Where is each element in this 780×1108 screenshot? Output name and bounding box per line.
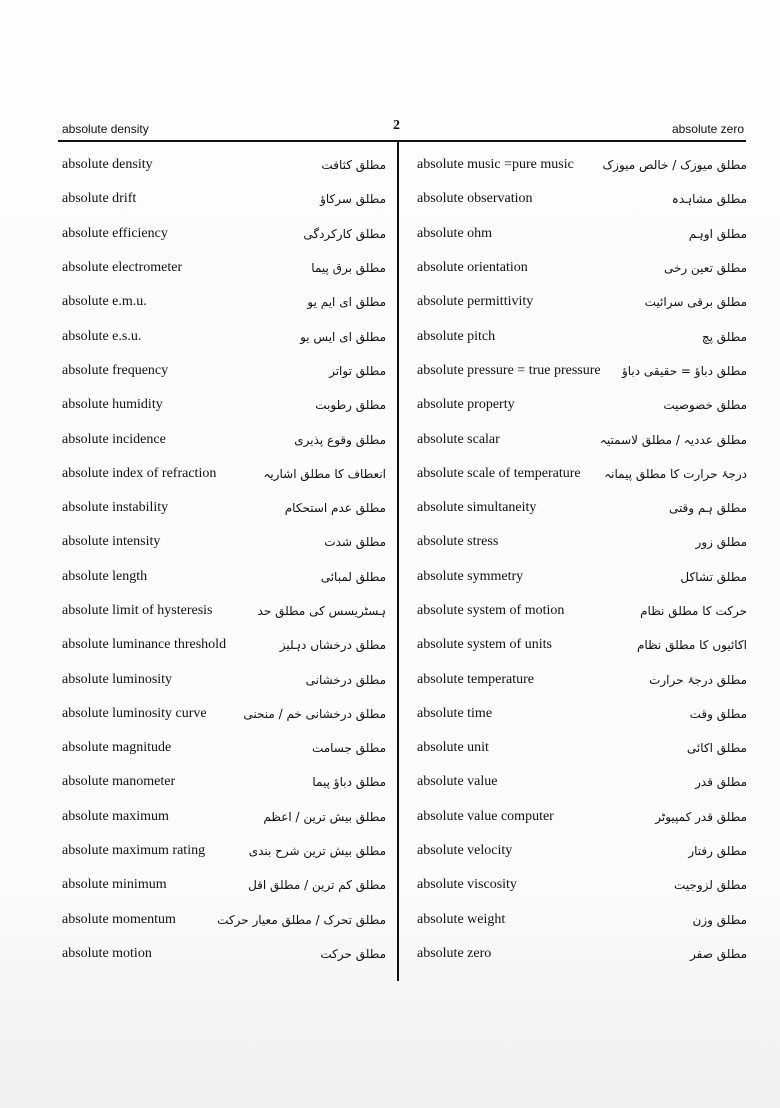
entry-urdu-translation: انعطاف کا مطلق اشاریہ	[263, 466, 386, 481]
entry-english-term: absolute temperature	[417, 671, 535, 687]
dictionary-entry	[62, 834, 386, 868]
entry-urdu-translation: مطلق درخشانی خم / منحنی	[243, 706, 386, 721]
entry-urdu-translation: مطلق جسامت	[311, 741, 386, 756]
dictionary-entry	[62, 422, 386, 456]
entry-urdu-translation: مطلق وزن	[692, 912, 747, 927]
entry-english-term: absolute value computer	[417, 808, 554, 824]
entry-urdu-translation: مطلق ای ایم یو	[307, 295, 386, 310]
entry-urdu-translation: مطلق ہم وقتی	[668, 501, 747, 516]
entry-urdu-translation: مطلق اوہم	[688, 226, 747, 241]
entry-urdu-translation: مطلق مشاہدہ	[671, 192, 747, 207]
entry-urdu-translation: مطلق کارکردگی	[303, 226, 386, 241]
page-number: 2	[393, 118, 400, 133]
dictionary-entry	[417, 765, 747, 799]
entry-english-term: absolute electrometer	[62, 260, 183, 276]
entry-english-term: absolute maximum rating	[62, 843, 206, 859]
dictionary-entry	[417, 731, 747, 765]
entry-english-term: absolute unit	[417, 740, 489, 756]
entry-english-term: absolute permittivity	[417, 294, 534, 310]
entry-urdu-translation: مطلق برق پیما	[311, 261, 386, 276]
entry-urdu-translation: مطلق رطوبت	[315, 398, 386, 413]
entry-english-term: absolute zero	[417, 945, 492, 961]
entry-english-term: absolute velocity	[417, 843, 513, 859]
entry-english-term: absolute length	[62, 568, 148, 584]
entry-urdu-translation: مطلق صفر	[690, 946, 747, 961]
dictionary-entry	[417, 182, 747, 216]
dictionary-entry	[62, 800, 386, 834]
dictionary-entry	[417, 148, 747, 182]
dictionary-entry	[62, 148, 386, 182]
dictionary-entry	[62, 731, 386, 765]
dictionary-entry	[62, 251, 386, 285]
entry-urdu-translation: مطلق دباؤ = حقیقی دباؤ	[621, 363, 747, 378]
dictionary-entry	[417, 319, 747, 353]
entry-english-term: absolute pressure = true pressure	[417, 362, 601, 378]
entry-urdu-translation: مطلق رفتار	[688, 844, 747, 859]
entry-urdu-translation: مطلق لزوجیت	[674, 878, 747, 893]
entry-urdu-translation: مطلق تشاکل	[680, 569, 747, 584]
entry-english-term: absolute system of units	[417, 637, 552, 653]
dictionary-entry	[62, 594, 386, 628]
entry-english-term: absolute observation	[417, 191, 533, 207]
entry-english-term: absolute scalar	[417, 431, 500, 447]
left-column	[62, 148, 386, 971]
entry-english-term: absolute value	[417, 774, 498, 790]
entry-english-term: absolute viscosity	[417, 877, 517, 893]
dictionary-entry	[62, 765, 386, 799]
entry-english-term: absolute limit of hysteresis	[62, 603, 213, 618]
entry-urdu-translation: مطلق عدم استحکام	[284, 501, 386, 516]
entry-english-term: absolute music =pure music	[417, 157, 574, 173]
entry-urdu-translation: مطلق کثافت	[321, 158, 386, 173]
entry-urdu-translation: مطلق شدت	[324, 535, 386, 550]
entry-urdu-translation: مطلق قدر	[695, 775, 747, 790]
entry-english-term: absolute momentum	[62, 911, 176, 927]
entry-english-term: absolute magnitude	[62, 740, 172, 756]
entry-english-term: absolute instability	[62, 500, 169, 516]
dictionary-entry	[62, 525, 386, 559]
entry-urdu-translation: مطلق تعین رخی	[664, 261, 747, 276]
entry-urdu-translation: مطلق پچ	[701, 329, 747, 344]
dictionary-entry	[62, 662, 386, 696]
dictionary-entry	[62, 868, 386, 902]
dictionary-entry	[417, 251, 747, 285]
entry-urdu-translation: مطلق درجۂ حرارت	[649, 672, 747, 687]
dictionary-entry	[417, 457, 747, 491]
entry-urdu-translation: مطلق برقی سرائیت	[644, 295, 747, 310]
entry-english-term: absolute intensity	[62, 534, 161, 550]
entry-urdu-translation: مطلق حرکت	[320, 946, 386, 961]
entry-english-term: absolute frequency	[62, 362, 169, 378]
dictionary-entry	[62, 491, 386, 525]
dictionary-entry	[62, 457, 386, 491]
entry-english-term: absolute efficiency	[62, 225, 168, 241]
right-column	[417, 148, 747, 971]
dictionary-entry	[62, 628, 386, 662]
entry-english-term: absolute weight	[417, 911, 506, 927]
dictionary-entry	[417, 937, 747, 971]
entry-english-term: absolute motion	[62, 945, 152, 961]
dictionary-entry	[62, 697, 386, 731]
entry-urdu-translation: مطلق تحرک / مطلق معیار حرکت	[217, 912, 386, 927]
entry-english-term: absolute property	[417, 397, 515, 413]
entry-english-term: absolute drift	[62, 191, 137, 207]
dictionary-entry	[62, 560, 386, 594]
entry-urdu-translation: مطلق قدر کمپیوٹر	[655, 809, 747, 824]
entry-urdu-translation: مطلق اکائی	[686, 741, 747, 756]
entry-urdu-translation: حرکت کا مطلق نظام	[640, 604, 747, 618]
dictionary-entry	[62, 217, 386, 251]
entry-urdu-translation: مطلق تواتر	[329, 363, 386, 378]
entry-urdu-translation: مطلق میوزک / خالص میوزک	[602, 158, 747, 173]
entry-urdu-translation: مطلق درخشاں دہلیز	[279, 638, 386, 653]
entry-english-term: absolute e.m.u.	[62, 294, 147, 310]
entry-urdu-translation: درجۂ حرارت کا مطلق پیمانہ	[604, 466, 747, 481]
dictionary-entry	[417, 217, 747, 251]
entry-english-term: absolute time	[417, 705, 493, 721]
entry-english-term: absolute luminosity	[62, 671, 173, 687]
entry-urdu-translation: مطلق عددیہ / مطلق لاسمتیہ	[599, 432, 747, 447]
dictionary-entry	[417, 525, 747, 559]
dictionary-entry	[417, 903, 747, 937]
dictionary-entry	[417, 354, 747, 388]
entry-urdu-translation: مطلق وقت	[689, 706, 747, 721]
entry-english-term: absolute manometer	[62, 774, 176, 790]
header-rule	[58, 140, 746, 142]
dictionary-entry	[62, 903, 386, 937]
entry-urdu-translation: مطلق سرکاؤ	[320, 192, 386, 207]
dictionary-entry	[417, 834, 747, 868]
entry-english-term: absolute scale of temperature	[417, 465, 581, 481]
entry-urdu-translation: مطلق لمبائی	[320, 569, 386, 584]
entry-urdu-translation: مطلق وقوع پذیری	[294, 432, 386, 447]
dictionary-entry	[417, 285, 747, 319]
entry-urdu-translation: مطلق بیش ترین شرح بندی	[248, 844, 386, 859]
entry-urdu-translation: مطلق زور	[695, 535, 747, 550]
entry-english-term: absolute ohm	[417, 225, 493, 241]
entry-english-term: absolute simultaneity	[417, 500, 537, 516]
entry-english-term: absolute maximum	[62, 808, 169, 824]
dictionary-entry	[417, 662, 747, 696]
dictionary-entry	[417, 422, 747, 456]
dictionary-entry	[417, 560, 747, 594]
entry-english-term: absolute luminance threshold	[62, 637, 227, 653]
dictionary-entry	[62, 182, 386, 216]
column-divider	[397, 141, 399, 981]
entry-urdu-translation: مطلق خصوصیت	[663, 398, 747, 413]
entry-english-term: absolute pitch	[417, 328, 496, 344]
entry-english-term: absolute incidence	[62, 431, 166, 447]
dictionary-entry	[417, 697, 747, 731]
entry-english-term: absolute orientation	[417, 260, 528, 276]
dictionary-entry	[417, 388, 747, 422]
entry-english-term: absolute density	[62, 157, 153, 173]
header-last-word: absolute zero	[671, 122, 744, 136]
entry-urdu-translation: ہسٹریسس کی مطلق حد	[257, 604, 386, 618]
entry-english-term: absolute system of motion	[417, 603, 565, 618]
entry-urdu-translation: مطلق درخشانی	[305, 672, 386, 687]
dictionary-entry	[62, 388, 386, 422]
entry-english-term: absolute luminosity curve	[62, 705, 207, 721]
dictionary-entry	[417, 628, 747, 662]
dictionary-entry	[62, 937, 386, 971]
dictionary-entry	[62, 319, 386, 353]
dictionary-entry	[417, 800, 747, 834]
dictionary-entry	[417, 868, 747, 902]
dictionary-entry	[417, 491, 747, 525]
entry-english-term: absolute index of refraction	[62, 465, 217, 481]
entry-english-term: absolute minimum	[62, 877, 167, 893]
header-first-word: absolute density	[62, 122, 149, 136]
entry-english-term: absolute humidity	[62, 397, 163, 413]
entry-urdu-translation: مطلق کم ترین / مطلق اقل	[248, 878, 386, 893]
entry-english-term: absolute symmetry	[417, 568, 524, 584]
entry-urdu-translation: مطلق ای ایس یو	[300, 329, 386, 344]
entry-urdu-translation: مطلق دباؤ پیما	[312, 775, 386, 790]
entry-english-term: absolute stress	[417, 534, 499, 550]
dictionary-entry	[417, 594, 747, 628]
entry-urdu-translation: اکائیوں کا مطلق نظام	[636, 638, 747, 653]
entry-urdu-translation: مطلق بیش ترین / اعظم	[263, 809, 386, 824]
entry-english-term: absolute e.s.u.	[62, 328, 142, 344]
dictionary-entry	[62, 285, 386, 319]
dictionary-entry	[62, 354, 386, 388]
